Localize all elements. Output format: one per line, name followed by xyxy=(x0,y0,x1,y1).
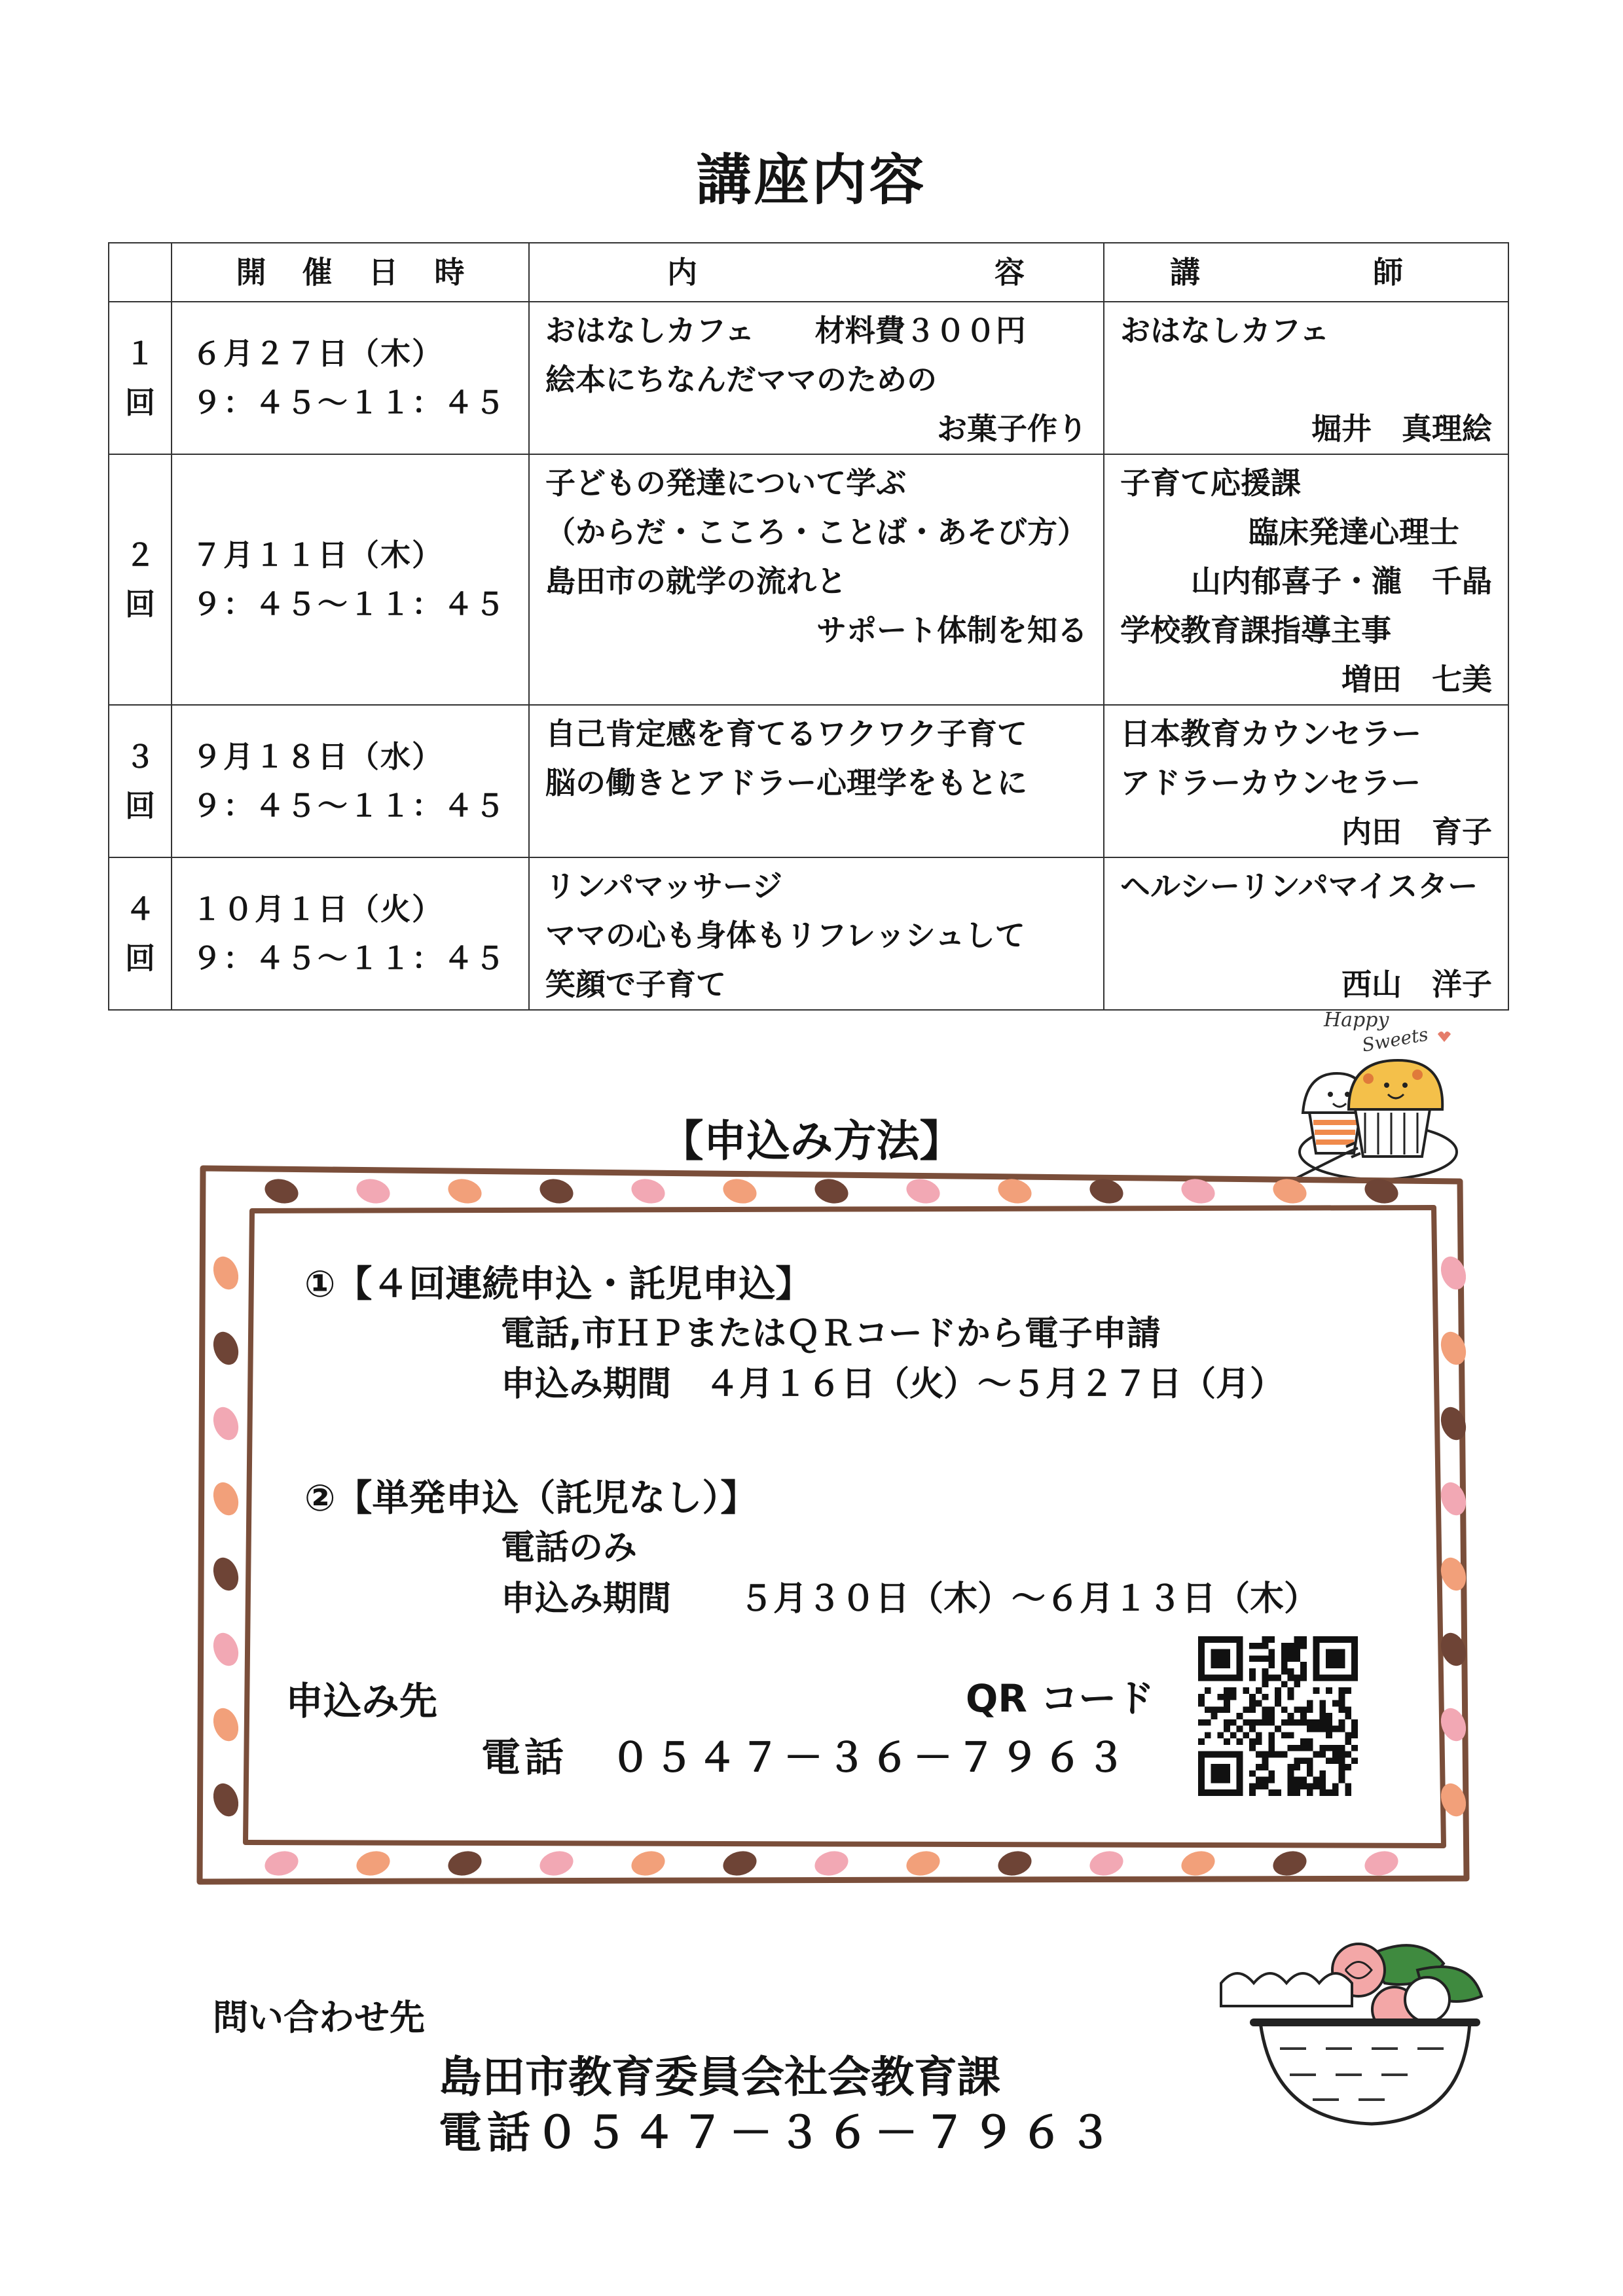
session-date: ９月１８日（水） xyxy=(192,738,443,774)
frame-dot xyxy=(995,1848,1034,1879)
content-line: 子どもの発達について学ぶ xyxy=(545,465,907,501)
method2-title: ②【単発申込（託児なし）】 xyxy=(304,1477,757,1520)
svg-text:Happy: Happy xyxy=(1324,1009,1389,1031)
frame-dot xyxy=(354,1848,393,1879)
session-lecturer xyxy=(1104,705,1508,857)
frame-dot xyxy=(354,1175,393,1207)
lecturer-line: アドラーカウンセラー xyxy=(1120,765,1421,800)
frame-dot xyxy=(812,1175,851,1207)
lecturer-name: 堀井 真理絵 xyxy=(1311,411,1492,446)
frame-dot xyxy=(445,1175,484,1207)
frame-dot xyxy=(1436,1328,1470,1368)
frame-dot xyxy=(629,1848,668,1879)
content-line: お菓子作り xyxy=(937,411,1087,446)
content-line: サポート体制を知る xyxy=(816,613,1087,648)
session-number-value: １ xyxy=(125,335,155,371)
session-content xyxy=(529,705,1104,857)
frame-dot xyxy=(209,1479,243,1518)
flower-basket-icon xyxy=(1208,1924,1522,2147)
content-line: おはなしカフェ 材料費３００円 xyxy=(545,313,1026,348)
session-lecturer xyxy=(1104,302,1508,454)
lecturer-name: 増田 七美 xyxy=(1341,662,1492,697)
session-suffix: 回 xyxy=(125,384,155,420)
frame-dot xyxy=(209,1328,243,1368)
qr-label: QR コード xyxy=(966,1676,1155,1721)
session-datetime xyxy=(172,302,529,454)
frame-dot xyxy=(1087,1848,1126,1879)
session-content xyxy=(529,857,1104,1010)
frame-dot xyxy=(1270,1848,1309,1879)
frame-dot xyxy=(903,1848,943,1879)
frame-dot xyxy=(1178,1848,1218,1879)
session-time: ９：４５～１１：４５ xyxy=(192,787,506,823)
method1-period: 申込み期間 ４月１６日（火）～５月２７日（月） xyxy=(501,1365,1285,1404)
content-line: 脳の働きとアドラー心理学をもとに xyxy=(545,765,1027,800)
session-time: ９：４５～１１：４５ xyxy=(192,586,506,622)
method1-line1: 電話,市ＨＰまたはＱＲコードから電子申請 xyxy=(501,1314,1161,1354)
header-date xyxy=(172,243,529,302)
lecturer-name: 山内郁喜子・瀧 千晶 xyxy=(1191,564,1492,599)
method1-title: ①【４回連続申込・託児申込】 xyxy=(304,1263,812,1306)
session-date: ６月２７日（木） xyxy=(192,335,443,371)
table-row xyxy=(109,705,1508,857)
frame-dot xyxy=(629,1175,668,1207)
header-content xyxy=(529,243,1104,302)
frame-dot xyxy=(1436,1253,1470,1293)
page-title: 講座内容 xyxy=(696,148,927,212)
frame-dot xyxy=(537,1175,576,1207)
session-number xyxy=(109,454,172,705)
lecturer-line: 子育て応援課 xyxy=(1120,465,1301,501)
header-number xyxy=(109,243,172,302)
contact-phone: 電話 ０５４７－３６－７９６３ xyxy=(481,1735,1129,1781)
session-time: ９：４５～１１：４５ xyxy=(192,384,506,420)
frame-dot xyxy=(720,1175,759,1207)
frame-dot xyxy=(1362,1848,1401,1879)
session-number-value: ３ xyxy=(125,738,155,774)
session-suffix: 回 xyxy=(125,586,155,622)
session-content xyxy=(529,302,1104,454)
happy-sweets-text xyxy=(1323,1009,1451,1056)
contact-label: 申込み先 xyxy=(285,1679,438,1723)
lecturer-line: 日本教育カウンセラー xyxy=(1120,716,1421,751)
header-lecturer-char: 講 xyxy=(1170,255,1200,290)
content-line: （からだ・こころ・ことば・あそび方） xyxy=(545,514,1087,550)
session-date: ７月１１日（木） xyxy=(192,537,443,573)
session-datetime xyxy=(172,454,529,705)
header-date-char: 時 xyxy=(434,255,465,290)
session-content xyxy=(529,454,1104,705)
frame-dot xyxy=(995,1175,1034,1207)
inquiry-org: 島田市教育委員会社会教育課 xyxy=(439,2052,1000,2102)
frame-dot xyxy=(262,1175,301,1207)
table-row xyxy=(109,302,1508,454)
lecturer-line: おはなしカフェ xyxy=(1120,313,1330,348)
inquiry-label: 問い合わせ先 xyxy=(213,1997,425,2038)
session-number-value: ２ xyxy=(125,537,155,573)
content-line: 笑顔で子育て xyxy=(545,967,726,1002)
table-header-row xyxy=(109,243,1508,302)
session-suffix: 回 xyxy=(125,787,155,823)
session-datetime xyxy=(172,857,529,1010)
session-number-value: ４ xyxy=(125,891,155,927)
session-number xyxy=(109,857,172,1010)
session-number xyxy=(109,705,172,857)
content-line: 島田市の就学の流れと xyxy=(545,564,847,599)
frame-dot xyxy=(209,1629,243,1669)
frame-dot xyxy=(209,1704,243,1744)
frame-dot xyxy=(537,1848,576,1879)
svg-text:Sweets: Sweets xyxy=(1360,1023,1430,1056)
table-row xyxy=(109,857,1508,1010)
lecturer-name: 内田 育子 xyxy=(1341,814,1492,850)
method2-line1: 電話のみ xyxy=(501,1528,638,1568)
lecturer-line: 臨床発達心理士 xyxy=(1249,514,1459,550)
frame-dot xyxy=(209,1253,243,1293)
frame-dot xyxy=(903,1175,943,1207)
header-content-char: 内 xyxy=(667,255,697,290)
session-lecturer xyxy=(1104,454,1508,705)
content-line: 自己肯定感を育てるワクワク子育て xyxy=(545,716,1027,751)
frame-dot xyxy=(262,1848,301,1879)
frame-dot xyxy=(209,1403,243,1443)
lecturer-line: 学校教育課指導主事 xyxy=(1120,613,1391,648)
content-line: 絵本にちなんだママのための xyxy=(545,362,937,397)
qr-code-icon[interactable] xyxy=(1198,1636,1358,1796)
header-date-char: 開 xyxy=(236,255,266,290)
session-number xyxy=(109,302,172,454)
frame-dot xyxy=(812,1848,851,1879)
method2-period: 申込み期間 ５月３０日（木）～６月１３日（木） xyxy=(501,1579,1319,1619)
header-lecturer xyxy=(1104,243,1508,302)
lecturer-line: ヘルシーリンパマイスター xyxy=(1120,869,1478,904)
frame-dot xyxy=(209,1554,243,1594)
inquiry-phone: 電話０５４７－３６－７９６３ xyxy=(439,2108,1117,2158)
header-date-char: 日 xyxy=(368,255,399,290)
header-date-char: 催 xyxy=(302,255,333,290)
frame-dot xyxy=(720,1848,759,1879)
frame-dot xyxy=(445,1848,484,1879)
lecturer-line xyxy=(1120,355,1492,404)
content-line: ママの心も身体もリフレッシュして xyxy=(545,918,1025,953)
session-time: ９：４５～１１：４５ xyxy=(192,940,506,976)
header-content-char: 容 xyxy=(994,255,1025,290)
lecturer-name: 西山 洋子 xyxy=(1341,967,1492,1002)
session-date: １０月１日（火） xyxy=(192,891,443,927)
frame-dot xyxy=(209,1780,243,1820)
session-datetime xyxy=(172,705,529,857)
session-lecturer xyxy=(1104,857,1508,1010)
header-lecturer-char: 師 xyxy=(1373,255,1403,290)
session-suffix: 回 xyxy=(125,940,155,976)
content-line: リンパマッサージ xyxy=(545,869,783,904)
lecturer-line xyxy=(1120,911,1492,960)
table-row xyxy=(109,454,1508,705)
schedule-table xyxy=(108,242,1509,1011)
apply-heading: 【申込み方法】 xyxy=(660,1116,963,1166)
